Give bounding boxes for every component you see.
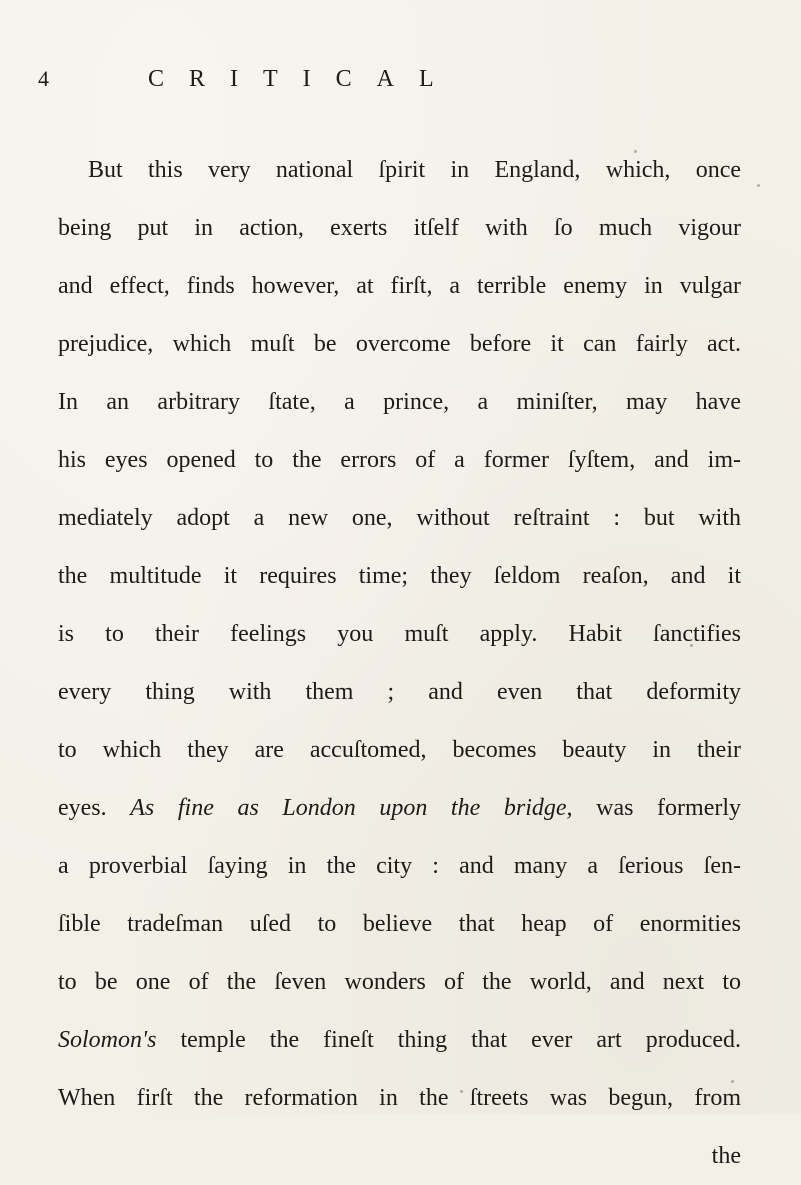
text-line-mixed — [58, 779, 741, 837]
text-line: and effect, finds however, at firſt, a terrible enemy in vulgar — [58, 273, 741, 299]
text-line: is to their feelings you muſt apply. Habit ſanctifies — [58, 621, 741, 647]
line-end: was formerly — [596, 795, 742, 821]
page-number: 4 — [38, 66, 49, 91]
line-rest: temple the fineſt thing that ever art produced. — [180, 1027, 741, 1053]
italic-name: Solomon's — [58, 1027, 157, 1053]
text-line: the multitude it requires time; they ſeldom reaſon, and it — [58, 563, 741, 589]
paper-speck — [731, 1080, 734, 1083]
text-line: every thing with them ; and even that deformity — [58, 679, 741, 705]
paper-speck — [757, 184, 760, 187]
paper-speck — [460, 1090, 463, 1093]
line-start: eyes. — [58, 795, 107, 821]
paper-speck — [690, 644, 693, 647]
italic-proverb: As fine as London upon the bridge, — [130, 795, 573, 821]
text-line: But this very national ſpirit in England, which, once — [88, 157, 741, 183]
text-line: a proverbial ſaying in the city : and many a ſerious ſen- — [58, 853, 741, 879]
text-line-mixed — [58, 1011, 741, 1069]
catchword: the — [711, 1143, 741, 1169]
text-line: prejudice, which muſt be overcome before it can fairly act. — [58, 331, 741, 357]
text-line: mediately adopt a new one, without reſtraint : but with — [58, 505, 741, 531]
text-line: ſible tradeſman uſed to believe that heap of enormities — [58, 911, 741, 937]
text-line: to be one of the ſeven wonders of the world, and next to — [58, 969, 741, 995]
text-line: being put in action, exerts itſelf with ſo much vigour — [58, 215, 741, 241]
text-line: When firſt the reformation in the ſtreets was begun, from — [58, 1085, 741, 1111]
body-text — [58, 141, 741, 1185]
text-line: In an arbitrary ſtate, a prince, a miniſter, may have — [58, 389, 741, 415]
text-line: to which they are accuſtomed, becomes beauty in their — [58, 737, 741, 763]
paper-speck — [634, 150, 637, 153]
text-line: his eyes opened to the errors of a former ſyſtem, and im- — [58, 447, 741, 473]
running-head: CRITICAL — [148, 66, 459, 92]
